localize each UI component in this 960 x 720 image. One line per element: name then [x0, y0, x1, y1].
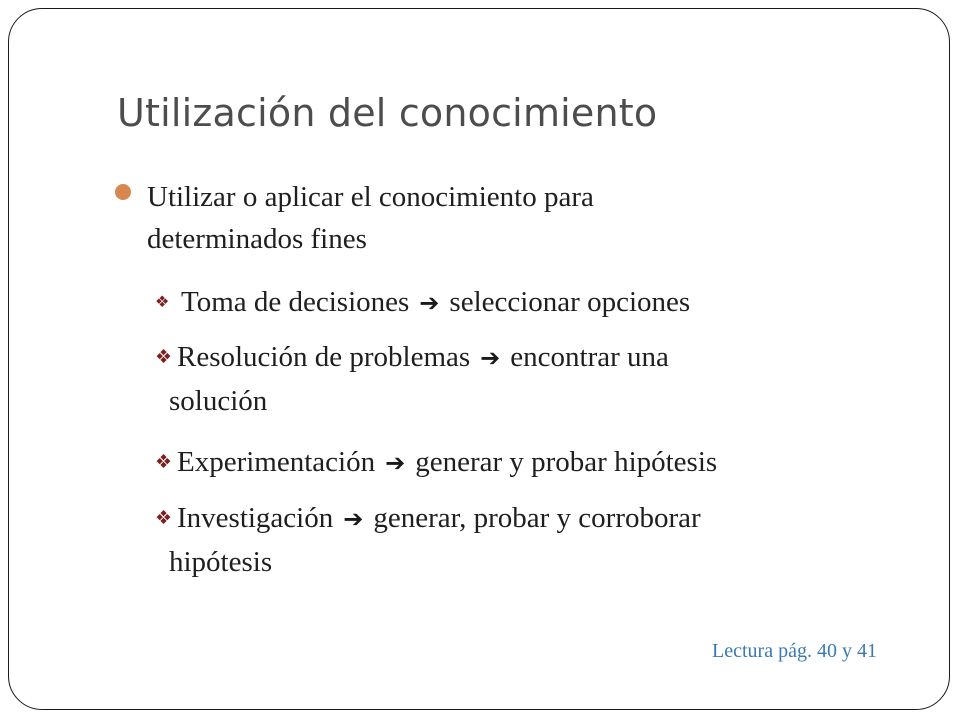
main-bullet-line2: determinados fines: [147, 223, 367, 255]
sub-bullet-line: [155, 497, 701, 541]
sub-bullet-continuation: solución: [169, 385, 268, 417]
sub-bullet-experimentacion: [155, 441, 925, 485]
sub-bullet-meaning: encontrar una: [510, 341, 669, 373]
diamond-bullet-icon: ❖: [155, 452, 173, 473]
right-arrow-icon: ➔: [343, 505, 364, 533]
sub-bullet-toma-de-decisiones: [155, 281, 925, 325]
diamond-bullet-icon: ❖: [155, 347, 173, 368]
diamond-bullet-icon: ❖: [155, 294, 170, 311]
diamond-bullet-icon: ❖: [155, 508, 173, 529]
sub-bullet-term: Resolución de problemas: [177, 341, 471, 373]
right-arrow-icon: ➔: [480, 344, 501, 372]
right-arrow-icon: ➔: [419, 289, 440, 317]
sub-bullet-meaning: generar, probar y corroborar: [373, 502, 701, 534]
sub-bullet-term: Toma de decisiones: [181, 286, 410, 318]
sub-bullet-term: Investigación: [177, 502, 334, 534]
main-bullet-line1: Utilizar o aplicar el conocimiento para: [147, 181, 594, 213]
sub-bullet-meaning: seleccionar opciones: [449, 286, 691, 318]
slide-frame: [8, 8, 950, 710]
sub-bullet-continuation: hipótesis: [169, 546, 273, 578]
slide-title: Utilización del conocimiento: [117, 91, 658, 135]
sub-bullet-resolucion-de-problemas: [155, 336, 925, 423]
sub-bullet-investigacion: [155, 497, 925, 584]
sub-bullet-line: [155, 281, 690, 325]
circle-bullet-icon: [115, 184, 131, 200]
sub-bullet-line: [155, 336, 669, 380]
reading-reference: Lectura pág. 40 y 41: [712, 640, 877, 662]
sub-bullet-term: Experimentación: [177, 446, 376, 478]
right-arrow-icon: ➔: [385, 449, 406, 477]
main-bullet: [113, 176, 893, 260]
sub-bullet-meaning: generar y probar hipótesis: [415, 446, 718, 478]
sub-bullet-line: [155, 441, 717, 485]
